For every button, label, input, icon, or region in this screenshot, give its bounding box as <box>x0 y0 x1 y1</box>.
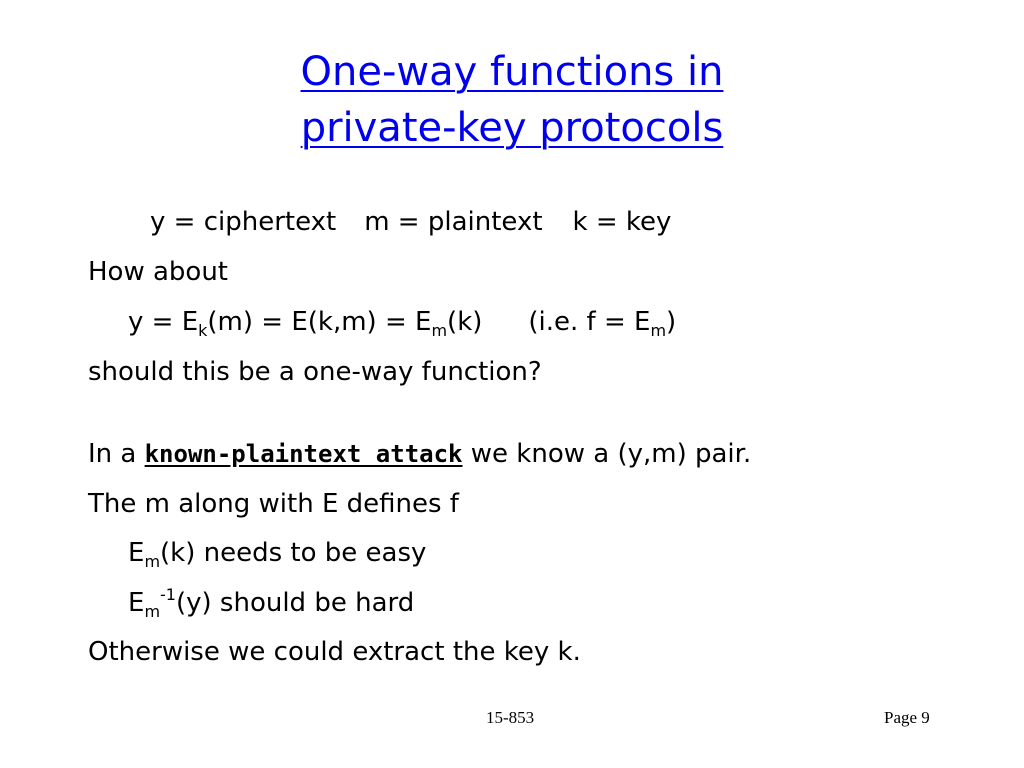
conclusion-line: Otherwise we could extract the key k. <box>88 637 581 667</box>
plaintext-definition: m = plaintext <box>364 207 543 237</box>
known-plaintext-attack-term: known-plaintext attack <box>144 440 463 468</box>
formula-part: (k) <box>447 307 483 337</box>
how-about-line: How about <box>88 257 229 287</box>
text-segment: we know a (y,m) pair. <box>462 439 752 469</box>
superscript: -1 <box>160 585 176 604</box>
encryption-formula <box>128 306 676 338</box>
one-way-question: should this be a one-way function? <box>88 357 542 387</box>
text-segment: In a <box>88 439 145 469</box>
formula-subscript: m <box>650 321 667 340</box>
text-segment: E <box>128 588 145 618</box>
title-line-2: private-key protocols <box>300 105 724 151</box>
formula-subscript: m <box>431 321 448 340</box>
formula-part: (m) = E(k,m) = E <box>207 307 432 337</box>
page-number: Page 9 <box>884 708 930 727</box>
text-segment: (k) needs to be easy <box>160 538 427 568</box>
formula-part: y = E <box>128 307 199 337</box>
ciphertext-definition: y = ciphertext <box>150 207 337 237</box>
key-definition: k = key <box>572 207 672 237</box>
subscript: m <box>144 602 161 621</box>
title-line-1: One-way functions in <box>300 49 724 95</box>
subscript: m <box>144 552 161 571</box>
slide-title <box>0 44 1024 156</box>
m-defines-f-line: The m along with E defines f <box>88 489 459 519</box>
text-segment: E <box>128 538 145 568</box>
hard-line <box>128 587 414 619</box>
course-number: 15-853 <box>486 708 535 727</box>
variable-definitions <box>150 206 671 238</box>
known-plaintext-line <box>88 438 751 470</box>
text-segment: (y) should be hard <box>175 588 415 618</box>
formula-part: ) <box>666 307 677 337</box>
easy-line <box>128 537 426 569</box>
formula-part: (i.e. f = E <box>528 307 651 337</box>
formula-subscript: k <box>198 321 208 340</box>
